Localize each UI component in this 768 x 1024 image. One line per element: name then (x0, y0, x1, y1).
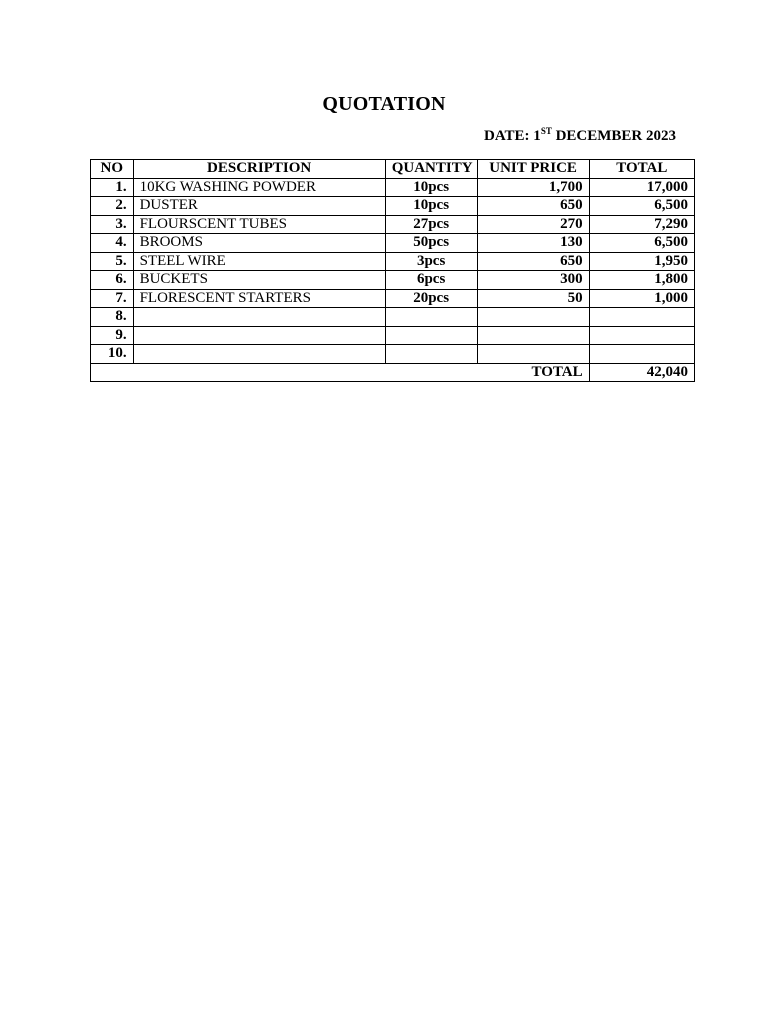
row-unit-price: 130 (477, 234, 589, 253)
row-number: 9. (91, 326, 134, 345)
row-quantity (385, 326, 477, 345)
grand-total-label: TOTAL (91, 363, 590, 382)
quotation-date (484, 128, 676, 145)
date-month-year: DECEMBER 2023 (551, 128, 677, 144)
row-total: 1,950 (589, 252, 694, 271)
header-unit-price: UNIT PRICE (477, 160, 589, 179)
row-number: 10. (91, 345, 134, 364)
row-description: DUSTER (133, 197, 385, 216)
row-unit-price (477, 326, 589, 345)
row-unit-price: 300 (477, 271, 589, 290)
row-total: 17,000 (589, 178, 694, 197)
row-number: 8. (91, 308, 134, 327)
header-description: DESCRIPTION (133, 160, 385, 179)
header-no: NO (91, 160, 134, 179)
grand-total-value: 42,040 (589, 363, 694, 382)
document-title: QUOTATION (322, 93, 446, 115)
row-number: 1. (91, 178, 134, 197)
table-row (91, 252, 695, 271)
row-description (133, 326, 385, 345)
row-description (133, 345, 385, 364)
table-row (91, 234, 695, 253)
header-quantity: QUANTITY (385, 160, 477, 179)
table-row (91, 289, 695, 308)
row-description: BUCKETS (133, 271, 385, 290)
row-unit-price: 650 (477, 252, 589, 271)
row-unit-price: 270 (477, 215, 589, 234)
grand-total-row (91, 363, 695, 382)
row-number: 6. (91, 271, 134, 290)
row-unit-price: 650 (477, 197, 589, 216)
row-number: 3. (91, 215, 134, 234)
row-total: 6,500 (589, 197, 694, 216)
row-quantity: 6pcs (385, 271, 477, 290)
table-row (91, 197, 695, 216)
table-row (91, 326, 695, 345)
row-number: 5. (91, 252, 134, 271)
row-quantity: 10pcs (385, 197, 477, 216)
row-quantity: 3pcs (385, 252, 477, 271)
row-description: BROOMS (133, 234, 385, 253)
row-description: FLORESCENT STARTERS (133, 289, 385, 308)
table-row (91, 271, 695, 290)
header-row (91, 160, 695, 179)
row-quantity (385, 308, 477, 327)
row-total: 1,800 (589, 271, 694, 290)
row-unit-price: 1,700 (477, 178, 589, 197)
date-ordinal-suffix: ST (540, 126, 552, 136)
row-description: 10KG WASHING POWDER (133, 178, 385, 197)
row-description: FLOURSCENT TUBES (133, 215, 385, 234)
header-total: TOTAL (589, 160, 694, 179)
row-total: 6,500 (589, 234, 694, 253)
row-unit-price (477, 308, 589, 327)
table-row (91, 308, 695, 327)
row-number: 4. (91, 234, 134, 253)
row-quantity (385, 345, 477, 364)
table-row (91, 215, 695, 234)
row-quantity: 20pcs (385, 289, 477, 308)
row-total (589, 345, 694, 364)
row-total: 7,290 (589, 215, 694, 234)
row-total: 1,000 (589, 289, 694, 308)
date-label: DATE: 1 (484, 128, 541, 144)
row-unit-price (477, 345, 589, 364)
row-description (133, 308, 385, 327)
row-total (589, 308, 694, 327)
row-quantity: 50pcs (385, 234, 477, 253)
row-quantity: 10pcs (385, 178, 477, 197)
quotation-table (90, 159, 695, 382)
row-description: STEEL WIRE (133, 252, 385, 271)
table-row (91, 345, 695, 364)
row-unit-price: 50 (477, 289, 589, 308)
row-number: 2. (91, 197, 134, 216)
row-number: 7. (91, 289, 134, 308)
row-total (589, 326, 694, 345)
table-row (91, 178, 695, 197)
row-quantity: 27pcs (385, 215, 477, 234)
